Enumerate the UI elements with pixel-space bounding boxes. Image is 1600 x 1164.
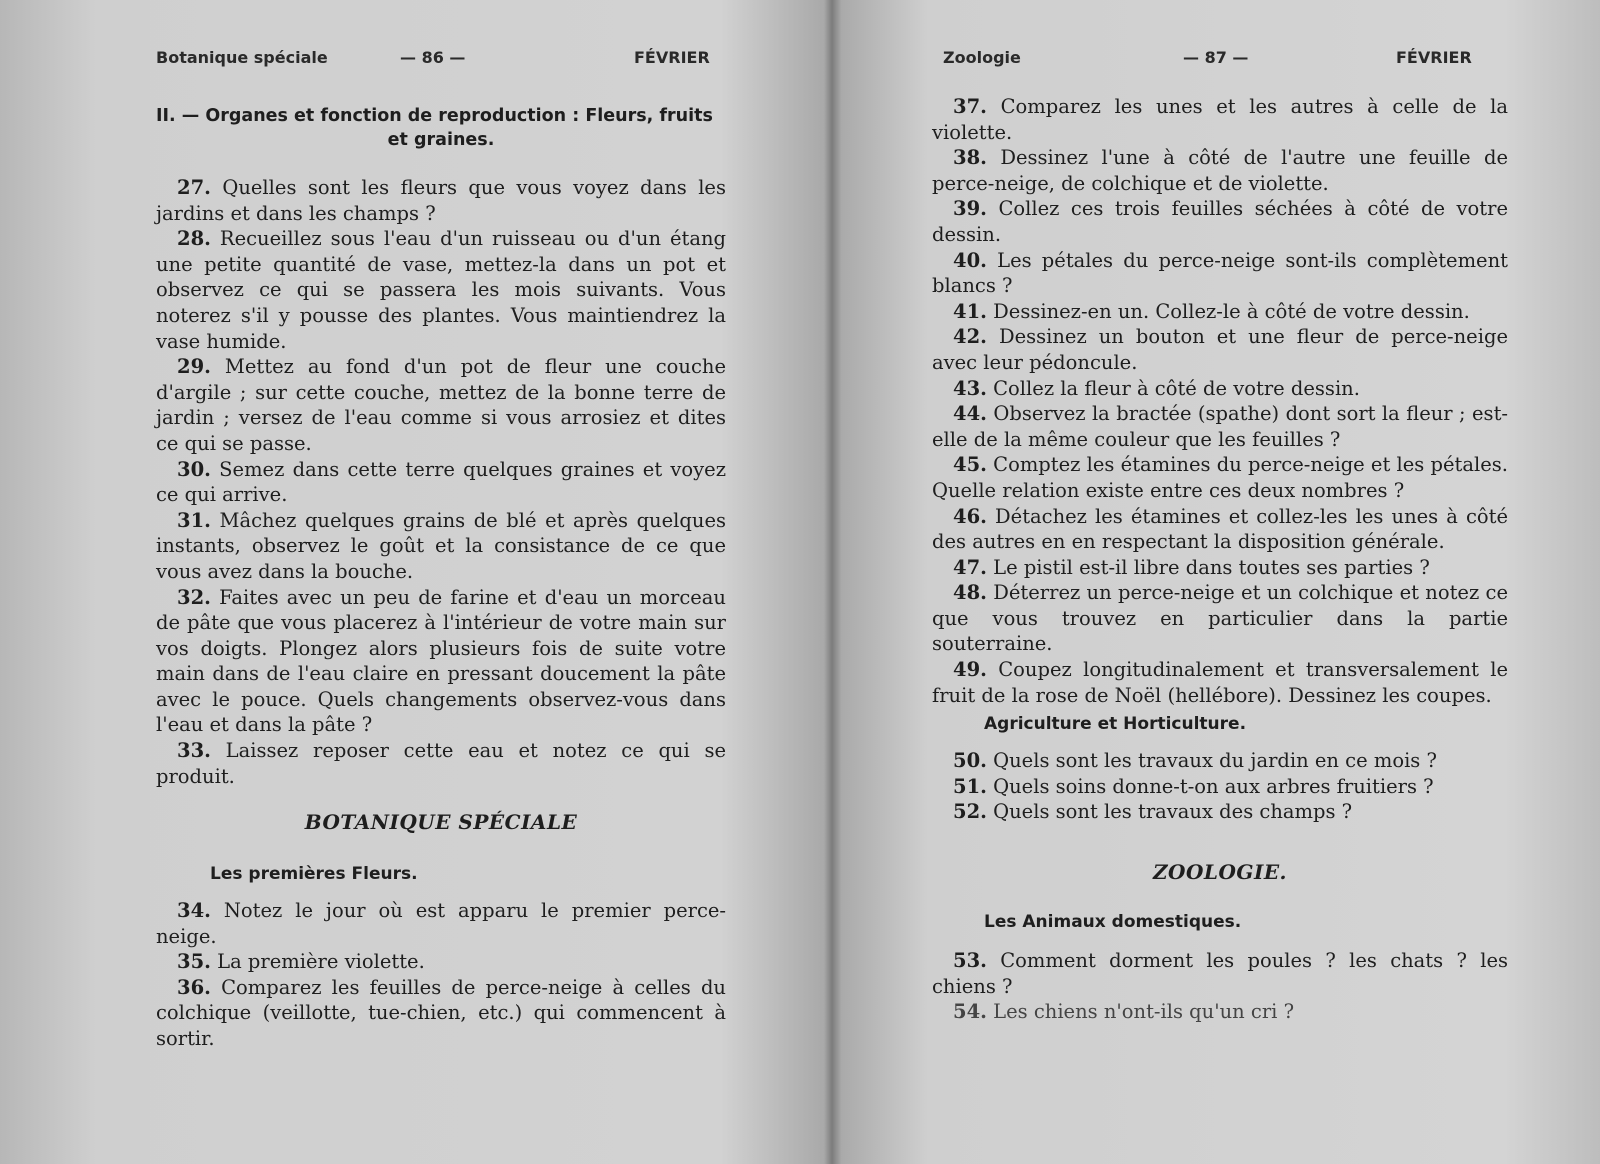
running-head-left: Botanique spéciale: [156, 48, 328, 67]
chapter-heading: [156, 104, 726, 152]
question-item: 34. Notez le jour où est apparu le premier perce-neige.: [156, 899, 726, 948]
running-head-left: Zoologie: [943, 48, 1021, 67]
question-item: 38. Dessinez l'une à côté de l'autre une feuille de perce-neige, de colchique et de violette.: [932, 146, 1508, 195]
questions-list-34-36: [156, 898, 726, 1052]
questions-list-27-33: [156, 175, 726, 789]
subsection-animaux-domestiques: Les Animaux domestiques.: [984, 912, 1242, 932]
question-item: 33. Laissez reposer cette eau et notez ce qui se produit.: [156, 739, 726, 788]
section-title-zoologie: ZOOLOGIE.: [1152, 860, 1288, 884]
question-item: 39. Collez ces trois feuilles séchées à côté de votre dessin.: [932, 197, 1508, 246]
question-item: 51. Quels soins donne-t-on aux arbres fruitiers ?: [953, 774, 1434, 798]
question-item: 54. Les chiens n'ont-ils qu'un cri ?: [953, 1000, 1295, 1024]
question-item: 32. Faites avec un peu de farine et d'eau un morceau de pâte que vous placerez à l'intérieur de votre main sur vos doigts. Plongez alors plusieurs fois de suite votre main dans de l'eau claire en pressant doucement la pâte avec le pouce. Quels changements observez-vous dans l'eau et dans la pâte ?: [156, 585, 726, 737]
running-head-month: FÉVRIER: [634, 48, 710, 67]
section-title-botanique: BOTANIQUE SPÉCIALE: [304, 810, 578, 834]
question-item: 46. Détachez les étamines et collez-les les unes à côté des autres en en respectant la disposition générale.: [932, 504, 1508, 554]
question-item: 27. Quelles sont les fleurs que vous voyez dans les jardins et dans les champs ?: [156, 176, 726, 225]
question-item: 50. Quels sont les travaux du jardin en ce mois ?: [953, 749, 1437, 772]
question-item: 35. La première violette.: [177, 950, 425, 974]
questions-list-53-54: [932, 948, 1508, 1025]
question-item: 41. Dessinez-en un. Collez-le à côté de votre dessin.: [953, 299, 1470, 323]
question-item: 49. Coupez longitudinalement et transversalement le fruit de la rose de Noël (hellébore). Dessinez les coupes.: [932, 658, 1509, 707]
question-item: 53. Comment dorment les poules ? les chats ? les chiens ?: [932, 949, 1508, 998]
right-page: [838, 0, 1600, 1164]
question-item: 37. Comparez les unes et les autres à celle de la violette.: [932, 95, 1508, 144]
question-item: 48. Déterrez un perce-neige et un colchique et notez ce que vous trouvez en particulier dans la partie souterraine.: [932, 581, 1508, 656]
question-item: 44. Observez la bractée (spathe) dont sort la fleur ; est-elle de la même couleur que les feuilles ?: [932, 402, 1508, 451]
question-item: 43. Collez la fleur à côté de votre dessin.: [953, 376, 1360, 400]
subsection-agriculture: Agriculture et Horticulture.: [984, 714, 1247, 734]
running-head-month: FÉVRIER: [1396, 48, 1472, 67]
chapter-heading-line1: II. — Organes et fonction de reproduction : Fleurs, fruits: [156, 106, 713, 126]
question-item: 42. Dessinez un bouton et une fleur de perce-neige avec leur pédoncule.: [932, 325, 1508, 374]
questions-list-50-52: [932, 748, 1508, 825]
chapter-heading-line2: et graines.: [387, 130, 495, 150]
question-item: 30. Semez dans cette terre quelques graines et voyez ce qui arrive.: [156, 457, 726, 507]
page-number: — 86 —: [400, 48, 466, 67]
question-item: 45. Comptez les étamines du perce-neige et les pétales. Quelle relation existe entre ces deux nombres ?: [932, 453, 1508, 502]
question-item: 47. Le pistil est-il libre dans toutes ses parties ?: [953, 555, 1430, 579]
question-item: 31. Mâchez quelques grains de blé et après quelques instants, observez le goût et la consistance de ce que vous avez dans la bouche.: [156, 508, 726, 583]
question-item: 40. Les pétales du perce-neige sont-ils complètement blancs ?: [932, 248, 1508, 298]
question-item: 28. Recueillez sous l'eau d'un ruisseau ou d'un étang une petite quantité de vase, mettez-la dans un pot et observez ce qui se passera les mois suivants. Vous noterez s'il y pousse des plantes. Vous maintiendrez la vase humide.: [156, 227, 726, 353]
subsection-premieres-fleurs: Les premières Fleurs.: [210, 864, 418, 884]
question-item: 29. Mettez au fond d'un pot de fleur une couche d'argile ; sur cette couche, mettez de la bonne terre de jardin ; versez de l'eau comme si vous arrosiez et dites ce qui se passe.: [156, 355, 726, 455]
questions-list-37-49: [932, 94, 1508, 708]
question-item: 52. Quels sont les travaux des champs ?: [953, 800, 1353, 824]
question-item: 36. Comparez les feuilles de perce-neige à celles du colchique (veillotte, tue-chien, etc.) qui commencent à sortir.: [156, 975, 726, 1050]
page-number: — 87 —: [1183, 48, 1249, 67]
